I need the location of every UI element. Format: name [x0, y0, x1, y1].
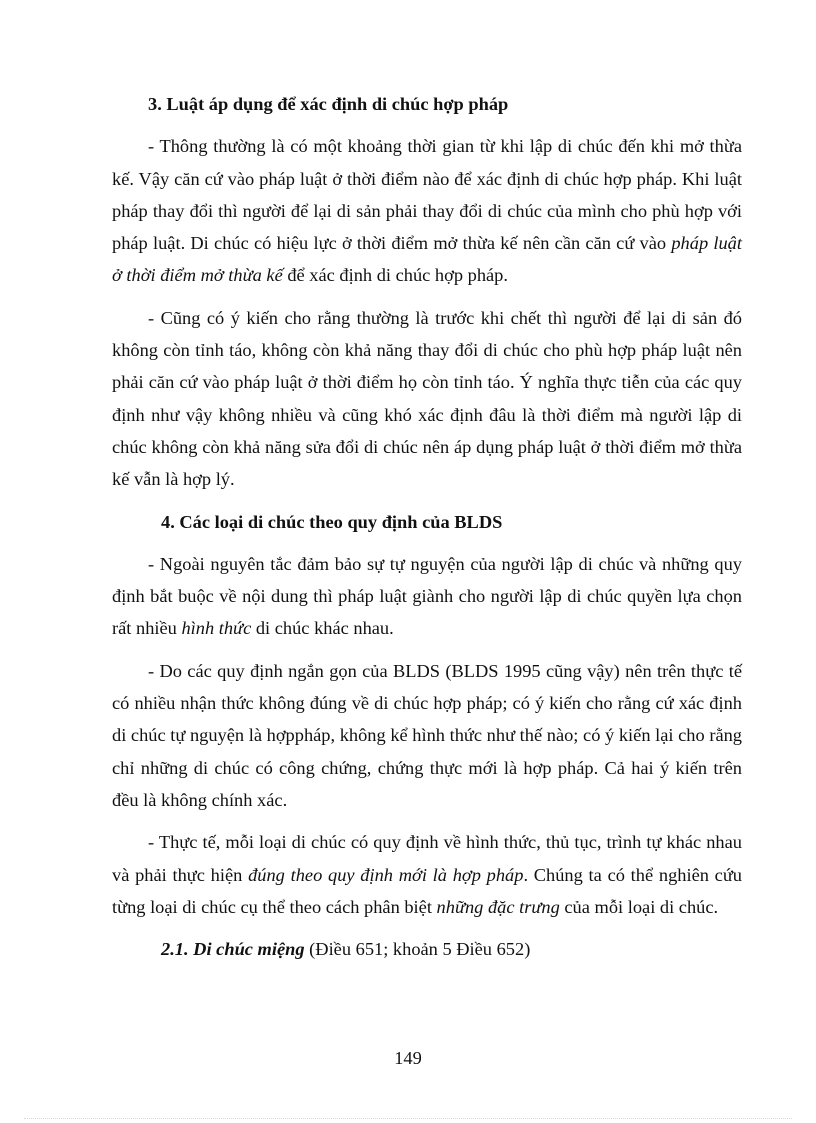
page-bottom-divider: [24, 1118, 792, 1119]
paragraph-text: . Chúng ta có thể nghiên cứu từng loại di chúc cụ thể theo cách phân biệt: [112, 864, 742, 917]
paragraph-text: - Thực tế, mỗi loại di chúc có quy định về hình thức, thủ tục, trình tự khác nhau và phải thực hiện: [112, 832, 742, 885]
paragraph-text: của mỗi loại di chúc.: [559, 896, 719, 917]
section-4-paragraph-2: - Do các quy định ngắn gọn của BLDS (BLDS 1995 cũng vậy) nên trên thực tế có nhiều nhận thức không đúng về di chúc hợp pháp; có ý kiến cho rằng cứ xác định di chúc tự nguyện là hợppháp, không kể hình thức như thế nào; có ý kiến lại cho rằng chỉ những di chúc có công chứng, chứng thực mới là hợp pháp. Cả hai ý kiến trên đều là không chính xác.: [112, 660, 742, 810]
section-4-paragraph-3: [112, 826, 742, 923]
paragraph-text: - Thông thường là có một khoảng thời gian từ khi lập di chúc đến khi mở thừa kế. Vậy căn cứ vào pháp luật ở thời điểm nào để xác định di chúc hợp pháp. Khi luật pháp thay đổi thì người để lại di sản phải thay đổi di chúc của mình cho phù hợp với pháp luật. Di chúc có hiệu lực ở thời điểm mở thừa kế nên cần căn cứ vào: [112, 136, 742, 254]
section-3-heading: 3. Luật áp dụng để xác định di chúc hợp pháp: [148, 94, 509, 114]
subsection-reference: (Điều 651; khoản 5 Điều 652): [304, 939, 531, 960]
paragraph-emphasis: đúng theo quy định mới là hợp pháp: [248, 864, 524, 885]
section-3-paragraph-2: - Cũng có ý kiến cho rằng thường là trước khi chết thì người để lại di sản đó không còn tỉnh táo, không còn khả năng thay đổi di chúc cho phù hợp pháp luật nên phải căn cứ vào pháp luật ở thời điểm họ còn tỉnh táo. Ý nghĩa thực tiễn của các quy định như vậy không nhiều và cũng khó xác định đâu là thời điểm mà người lập di chúc không còn khả năng sửa đổi di chúc nên áp dụng pháp luật ở thời điểm mở thừa kế vẫn là hợp lý.: [112, 307, 742, 490]
section-4-heading: 4. Các loại di chúc theo quy định của BLDS: [161, 511, 503, 532]
paragraph-text: di chúc khác nhau.: [251, 618, 394, 639]
section-3-paragraph-1: [112, 130, 742, 291]
paragraph-emphasis: những đặc trưng: [436, 896, 560, 917]
section-4-paragraph-1: [112, 548, 742, 645]
page-content: [112, 88, 742, 965]
page-number: 149: [394, 1048, 422, 1068]
paragraph-text: - Ngoài nguyên tắc đảm bảo sự tự nguyện của người lập di chúc và những quy định bắt buộc về nội dung thì pháp luật giành cho người lập di chúc quyền lựa chọn rất nhiều: [112, 553, 742, 639]
subsection-title: 2.1. Di chúc miệng: [161, 939, 305, 960]
paragraph-text: để xác định di chúc hợp pháp.: [282, 265, 508, 286]
paragraph-emphasis: hình thức: [181, 618, 252, 639]
subsection-2-1-heading: [112, 933, 742, 965]
paragraph-emphasis: pháp luật ở thời điểm mở thừa kế: [112, 233, 742, 286]
